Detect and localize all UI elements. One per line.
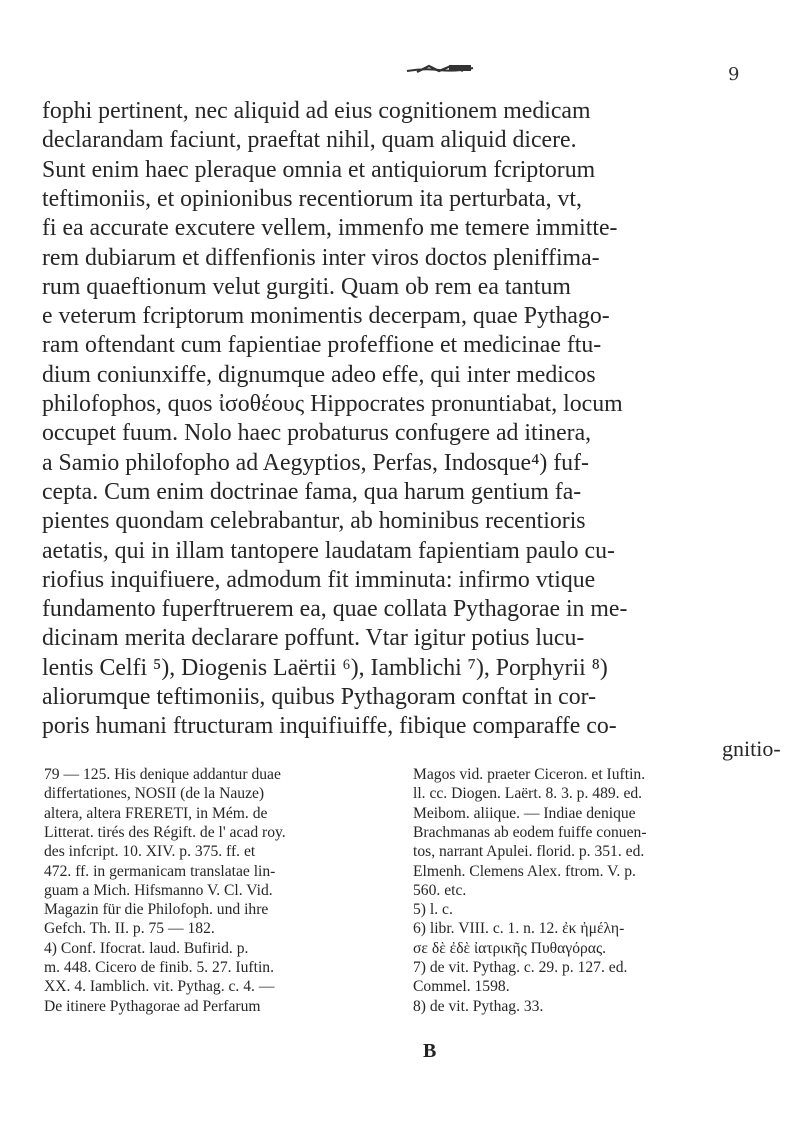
page-number: 9 <box>728 64 740 85</box>
footnote-line: 7) de vit. Pythag. c. 29. p. 127. ed. <box>413 959 628 976</box>
footnote-line: 472. ff. in germanicam translatae lin- <box>44 862 276 880</box>
text-line: lentis Celfi ⁵), Diogenis Laërtii ⁶), Iamblichi ⁷), Porphyrii ⁸) <box>42 654 608 681</box>
text-line: teftimoniis, et opinionibus recentiorum ita perturbata, vt, <box>42 185 582 212</box>
footnote-line: 5) l. c. <box>413 901 453 919</box>
footnote-line: 4) Conf. Ifocrat. laud. Bufirid. p. <box>44 939 249 957</box>
footnote-line: Magos vid. praeter Ciceron. et Iuftin. <box>413 766 646 783</box>
footnote-line: Elmenh. Clemens Alex. ftrom. V. p. <box>413 862 636 880</box>
text-line: fophi pertinent, nec aliquid ad eius cognitionem medicam <box>42 98 591 124</box>
footnote-line: 8) de vit. Pythag. 33. <box>413 997 544 1015</box>
footnote-line: des infcript. 10. XIV. p. 375. ff. et <box>44 843 256 861</box>
footnote-line: Meibom. aliique. — Indiae denique <box>413 804 636 822</box>
text-line: ram oftendant cum fapientiae profeffione et medicinae ftu- <box>42 332 602 359</box>
footnote-line: guam a Mich. Hifsmanno V. Cl. Vid. <box>44 881 273 899</box>
footnote-line: ll. cc. Diogen. Laërt. 8. 3. p. 489. ed. <box>413 785 643 803</box>
footnote-line: Litterat. tirés des Régift. de l' acad roy. <box>44 823 286 841</box>
text-line: fundamento fuperftruerem ea, quae collata Pythagorae in me- <box>42 596 628 623</box>
text-line: dicinam merita declarare poffunt. Vtar igitur potius lucu- <box>42 625 585 652</box>
footnote-line: m. 448. Cicero de finib. 5. 27. Iuftin. <box>44 959 274 976</box>
footnote-line: Brachmanas ab eodem fuiffe conuen- <box>413 823 647 841</box>
footnote-line: tos, narrant Apulei. florid. p. 351. ed. <box>413 843 645 861</box>
text-line: Sunt enim haec pleraque omnia et antiquiorum fcriptorum <box>42 156 596 183</box>
text-line: rem dubiarum et diffenfionis inter viros doctos pleniffima- <box>42 244 600 271</box>
catchword: gnitio- <box>722 736 781 761</box>
text-line: dium coniunxiffe, dignumque adeo effe, qui inter medicos <box>42 361 596 388</box>
text-line: philofophos, quos ἰσοθέους Hippocrates pronuntiabat, locum <box>42 391 623 417</box>
text-line: declarandam faciunt, praeftat nihil, quam aliquid dicere. <box>42 127 577 154</box>
decorative-headpiece-ornament <box>405 62 475 76</box>
text-line: e veterum fcriptorum monimentis decerpam, quae Pythago- <box>42 303 610 330</box>
footnote-line: XX. 4. Iamblich. vit. Pythag. c. 4. — <box>44 978 275 996</box>
text-line: rum quaeftionum velut gurgiti. Quam ob rem ea tantum <box>42 273 571 300</box>
text-line: cepta. Cum enim doctrinae fama, qua harum gentium fa- <box>42 478 582 505</box>
text-line: riofius inquifiuere, admodum fit imminuta: infirmo vtique <box>42 566 596 593</box>
footnote-line: Gefch. Th. II. p. 75 — 182. <box>44 920 215 938</box>
footnote-line: 6) libr. VIII. c. 1. n. 12. ἐκ ἠμέλη- <box>413 920 625 938</box>
text-line: a Samio philofopho ad Aegyptios, Perfas, Indosque⁴) fuf- <box>42 449 589 476</box>
text-line: occupet fuum. Nolo haec probaturus confugere ad itinera, <box>42 420 592 447</box>
text-line: poris humani ftructuram inquifiuiffe, fibique comparaffe co- <box>42 713 617 740</box>
text-line: aetatis, qui in illam tantopere laudatam fapientiam paulo cu- <box>42 537 615 564</box>
text-line: fi ea accurate excutere vellem, immenfo me temere immitte- <box>42 215 618 242</box>
footnote-line: altera, altera FRERETI, in Mém. de <box>44 804 268 822</box>
text-line: aliorumque teftimoniis, quibus Pythagoram conftat in cor- <box>42 684 597 710</box>
footnote-line: Magazin für die Philofoph. und ihre <box>44 901 269 919</box>
footnote-line: 79 — 125. His denique addantur duae <box>44 766 281 783</box>
footnote-line: σε δὲ ἐδὲ ἰατρικῆς Πυθαγόρας. <box>413 939 607 957</box>
footnote-line: differtationes, NOSII (de la Nauze) <box>44 785 265 803</box>
signature-mark: B <box>423 1040 437 1062</box>
footnote-line: De itinere Pythagorae ad Perfarum <box>44 997 261 1015</box>
text-line: pientes quondam celebrabantur, ab hominibus recentioris <box>42 508 586 535</box>
footnote-line: 560. etc. <box>413 881 467 899</box>
footnote-line: Commel. 1598. <box>413 978 510 996</box>
